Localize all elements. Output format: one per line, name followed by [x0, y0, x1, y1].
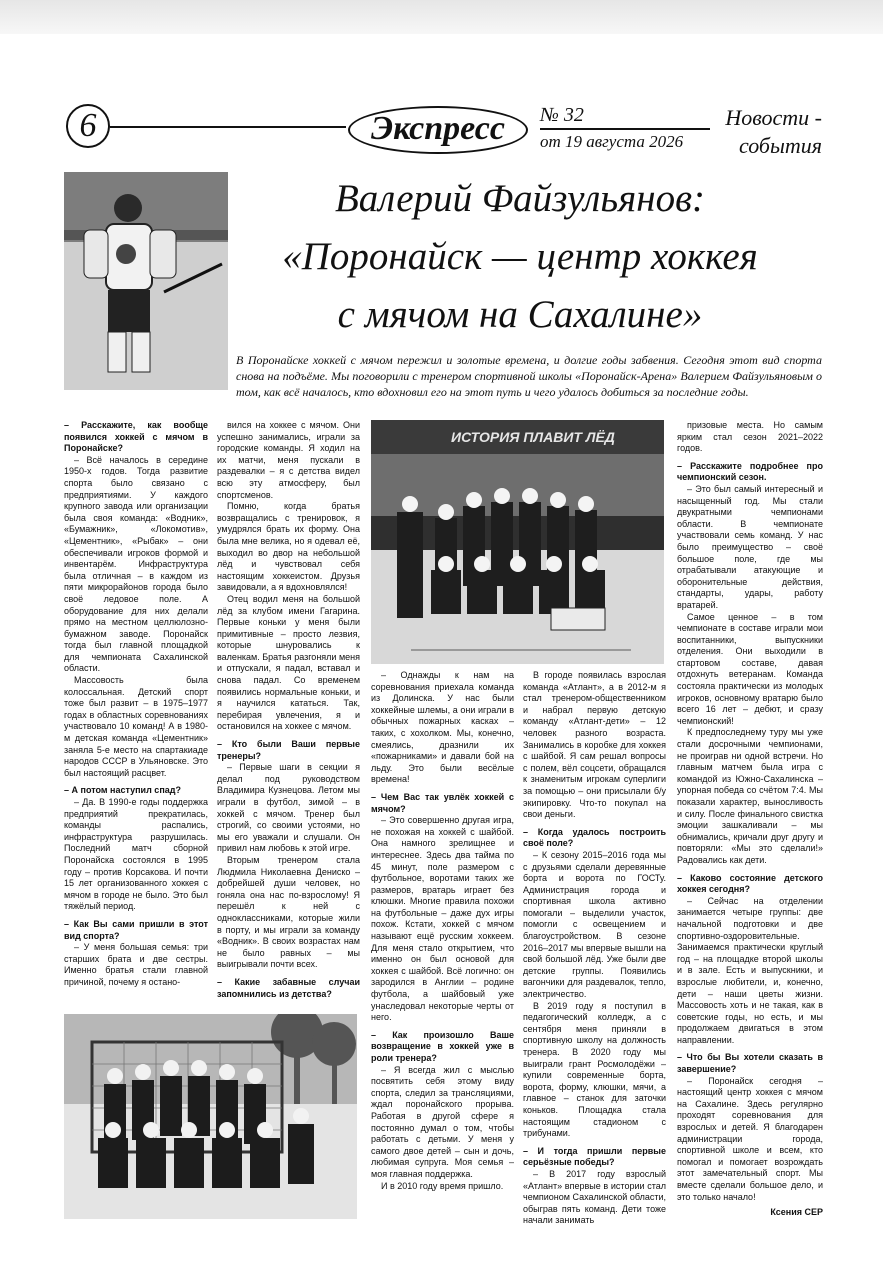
team-photo-arena — [371, 420, 664, 664]
article-column-1 — [64, 420, 208, 1008]
article-paragraph: – Я всегда жил с мыслью посвятить себя этому виду спорта, следил за трансляциями, ждал поронайского прорыва. Работая в другой сфере я постоянно думал о том, чтобы работать с детьми. У меня у самого двое детей – сын и дочь, любимая супруга. Моя семья – моя главная поддержка. — [371, 1064, 514, 1179]
masthead-rule-left — [110, 126, 346, 128]
article-paragraph: – Да. В 1990-е годы поддержка предприятий прекратилась, команды распались, инфраструктура разрушилась. Последний матч сборной Поронайска состоялся в 1995 году – против Корсакова. И почти 15 лет организованного хоккея с мячом в городе не было. Это был тяжёлый период. — [64, 797, 208, 912]
article-column-5 — [677, 420, 823, 1230]
article-paragraph: – Это был самый интересный и насыщенный год. Мы стали двукратными чемпионами области. В чемпионате участвовали семь команд. У нас было преимущество – своё большое поле, где мы отрабатывали атакующие и оборонительные действия, стандарты, удары, работу вратарей. — [677, 483, 823, 610]
author-signature: Ксения СЕР — [770, 1207, 823, 1218]
article-paragraph: – Первые шаги в секции я делал под руководством Владимира Кузнецова. Летом мы играли в футбол, зимой – в хоккей с мячом. Тренер был строгий, со своими устоями, но мы его уважали и слушали. Он привил нам любовь к этой игре. — [217, 762, 360, 854]
issue-number: № 32 — [540, 104, 584, 126]
article-headline — [240, 170, 800, 344]
article-paragraph: Отец водил меня на большой лёд за клубом имени Гагарина. Первые коньки у меня были примитивные – просто лезвия, которые шнуровались к валенкам. Братья разгоняли меня и отпускали, я падал, вставал и снова падал. Со временем появились нормальные коньки, и я научился кататься. Так, перебирая увлечения, я и остановился на хоккее с мячом. — [217, 593, 360, 732]
section-title-line2: события — [738, 133, 822, 158]
article-column-3 — [371, 670, 514, 1230]
article-paragraph: – К сезону 2015–2016 года мы с друзьями сделали деревянные борта и ворота по ГОСТу. Администрация города и спортивная школа активно помогали – выделили участок, помогли с освещением и благоустройством. В сезоне 2016–2017 мы впервые вышли на свой большой лёд. Уже были две детские группы. Появились вагончики для раздевалок, тепло, электричество. — [523, 849, 666, 1000]
section-title-line1: Новости - — [725, 105, 822, 130]
article-paragraph: – Сейчас на отделении занимается четыре группы: две начальной подготовки и две спортивно-оздоровительные. Занимаемся практически круглый год – на площадке второй школы и в зале. Есть и выпускники, и взрослые любители, и, конечно, дети – наши цветы жизни. Массовость хоть и не такая, как в советские годы, но есть, и мы продолжаем двигаться в этом направлении. — [677, 895, 823, 1045]
interview-question: – Расскажите, как вообще появился хоккей с мячом в Поронайске? — [64, 420, 208, 454]
headline-line2: «Поронайск — центр хоккея — [282, 235, 758, 278]
article-lead: В Поронайске хоккей с мячом пережил и золотые времена, и долгие годы забвения. Сегодня этот вид спорта снова на подъёме. Мы поговорили с тренером спортивной школы «Поронайск-Арена» Валерием Файзульяновым о том, как всё началось, кто вдохновил его на этот путь и чего удалось добиться за последние годы. — [236, 353, 822, 399]
article-paragraph: призовые места. Но самым ярким стал сезон 2021–2022 годов. — [677, 420, 823, 454]
article-paragraph: В 2019 году я поступил в педагогический колледж, а с сентября меня приняли в спортивную школу на должность тренера. В 2020 году мы выиграли грант Росмолодёжи – купили современные борта, ворота, форму, клюшки, мячи, а главное – станок для заточки коньков. Площадка стала настоящим стадионом с трибунами. — [523, 1000, 666, 1139]
interview-question: – Какие забавные случаи запомнились из детства? — [217, 976, 360, 999]
article-paragraph: вился на хоккее с мячом. Они успешно занимались, играли за городские команды. Я ходил на их матчи, меня пускали в раздевалки – я с детства видел всю эту атмосферу, был спортсменов. — [217, 420, 360, 500]
section-title — [712, 104, 822, 160]
interview-question: – Каково состояние детского хоккея сегодня? — [677, 872, 823, 895]
interview-question: – Расскажите подробнее про чемпионский сезон. — [677, 460, 823, 483]
page-number: 6 — [66, 104, 110, 148]
article-paragraph: – Однажды к нам на соревнования приехала команда из Долинска. У нас были хоккейные шлемы, а они играли в обычных пожарных касках – таких, с хохолком. Мы, конечно, смеялись, дразнили их «пожарниками» и давали бой на льду. Это были весёлые времена! — [371, 670, 514, 785]
interview-question: – Как произошло Ваше возвращение в хоккей уже в роли тренера? — [371, 1029, 514, 1063]
article-paragraph: Помню, когда братья возвращались с тренировок, я умудрялся брать их форму. Она была мне велика, но я одевал её, выходил во двор на небольшой лёд и чувствовал себя настоящим хоккеистом. Друзья завидовали, а я вдохновлялся! — [217, 501, 360, 593]
scan-top-strip — [0, 0, 883, 34]
article-column-4 — [523, 670, 666, 1230]
article-paragraph: В городе появилась взрослая команда «Атлант», а в 2012-м я стал тренером-общественником и набрал первую детскую команду «Атлант-дети» – 12 человек разного возраста. Занимались в коробке для хоккея с шайбой. Я сам решал вопросы с полем, вёл соцсети, обращался к знаменитым игрокам суперлиги за помощью – они присылали б/у экипировку. Что-то покупал на свои деньги. — [523, 670, 666, 820]
issue-date: от 19 августа 2026 — [540, 132, 684, 151]
article-paragraph: – Это совершенно другая игра, не похожая на хоккей с шайбой. Она намного зрелищнее и интереснее. Здесь два тайма по 45 минут, поле размером с футбольное, воротами таких же размеров, вратарь играет без клюшки. Многие правила похожи на футбольные – даже дух игры похож. Кстати, хоккей с мячом называют ещё русским хоккеем. Для меня стало открытием, что именно он был основой для хоккея с шайбой. Всё логично: он зародился в Англии – родине футбола, а шайбовый уже унаследовал некоторые черты от него. — [371, 815, 514, 1023]
article-paragraph: – В 2017 году взрослый «Атлант» впервые в истории стал чемпионом Сахалинской области, обыграв пять команд. Дети тоже начали занимать — [523, 1168, 666, 1226]
article-paragraph: К предпоследнему туру мы уже стали досрочными чемпионами, не проиграв ни одной встречи. Но главным матчем была игра с командой из Южно-Сахалинска – упорная победа со счётом 7:4. Мы показали характер, выносливость и силу. После финального свистка эмоции зашкаливали – мы обнимались, кричали друг другу и повторяли: «Мы это сделали!» Радовались как дети. — [677, 727, 823, 865]
masthead-rule-right — [540, 128, 710, 130]
interview-question: – Когда удалось построить своё поле? — [523, 826, 666, 849]
article-paragraph: – Всё началось в середине 1950-х годов. Тогда развитие спорта было связано с предприятиями. У каждого крупного завода или организации была своя команда: «Водник», «Бумажник», «Локомотив», «Цементник», «Рыбак» – они обеспечивали игроков формой и инвентарём. Инфраструктура была отличная – в каждом из пяти микрорайонов города было своё ледовое поле. А оборудование для них делали прямо на местном целлюлозно-бумажном заводе. Поронайск тогда был главной площадкой для чемпионата Сахалинской области. — [64, 454, 208, 674]
portrait-photo — [64, 172, 228, 390]
interview-question: – Кто были Ваши первые тренеры? — [217, 739, 360, 761]
interview-question: – И тогда пришли первые серьёзные победы? — [523, 1145, 666, 1168]
article-column-2 — [217, 420, 360, 1008]
article-paragraph: Массовость была колоссальная. Детский спорт тоже был развит – в 1975–1977 годах в областных соревнованиях участвовало 10 команд! А в 1980-м детская команда «Цементник» заняла 5-е место на спартакиаде народов СССР в Ульяновске. Это был настоящий расцвет. — [64, 675, 208, 778]
headline-line1: Валерий Файзульянов: — [334, 177, 706, 220]
article-paragraph: – У меня большая семья: три старших брата и две сестры. Именно братья стали главной причиной, почему я остано- — [64, 942, 208, 987]
interview-question: – А потом наступил спад? — [64, 785, 181, 796]
newspaper-logo: Экспресс — [348, 106, 528, 154]
article-paragraph: Вторым тренером стала Людмила Николаевна Дениско – добрейшей души человек, но гоняла она нас по-взрослому! Я перешёл к ней с одноклассниками, которые жили в порту, и мы играли за команду «Водник». В своих возрастах нам не было равных – мы выигрывали почти всех. — [217, 854, 360, 970]
headline-line3: с мячом на Сахалине» — [337, 293, 703, 336]
article-paragraph: – Поронайск сегодня – настоящий центр хоккея с мячом на Сахалине. Здесь регулярно проходят соревнования для взрослых и детей. Я благодарен администрации города, спортивной школе и всем, кто помогал и помогает возрождать этот замечательный спорт. Мы вместе сделали большое дело, и это только начало! — [677, 1075, 823, 1202]
interview-question: – Что бы Вы хотели сказать в завершение? — [677, 1052, 823, 1075]
article-paragraph: И в 2010 году время пришло. — [381, 1180, 504, 1191]
interview-question: – Как Вы сами пришли в этот вид спорта? — [64, 918, 208, 941]
interview-question: – Чем Вас так увлёк хоккей с мячом? — [371, 791, 514, 814]
team-photo-outdoor — [64, 1014, 357, 1219]
article-paragraph: Самое ценное – в том чемпионате в составе играли мои воспитанники, выпускники отделения. Они выходили в стартовом составе, давая отдохнуть ветеранам. Команда состояла практически из молодых игроков, основному вратарю было всего 16 лет – дебют, и сразу чемпионский! — [677, 611, 823, 726]
arena-sign: ИСТОРИЯ ПЛАВИТ ЛЁД — [451, 429, 615, 445]
